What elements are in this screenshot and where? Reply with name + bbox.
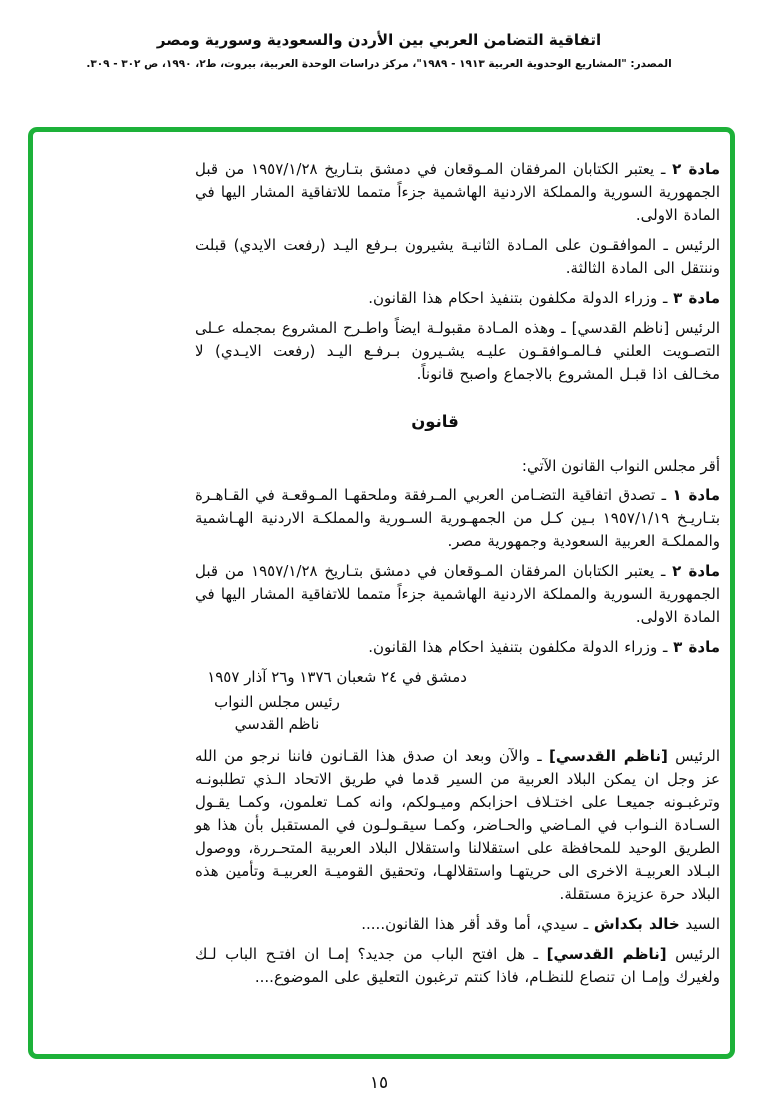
page-header [0,31,758,70]
paragraph-article-3 [195,287,720,310]
article-label: مادة ٣ [673,638,720,656]
date-line: دمشق في ٢٤ شعبان ١٣٧٦ و٢٦ آذار ١٩٥٧ [207,668,467,686]
article-label: مادة ١ [672,486,720,504]
law-article-1 [195,484,720,553]
paragraph-text: ـ تصدق اتفاقية التضـامن العربي المـرفقة وملحقهـا المـوقعـة في القـاهـرة بتـاريـخ ١٩٥٧/١/١٩ بـين كـل من الجمهـورية السـورية والمملكـة الاردنية الهـاشمية والمملكـة العربية السعودية وجمهورية مصر. [195,486,720,550]
speaker-prefix: السيد [679,915,720,933]
paragraph-text: ـ هل افتح الباب من جديد؟ إمـا ان افتـح الباب لـك ولغيرك وإمـا ان تنصاع للنظـام، فاذا كنتم ترغبون التعليق على الموضوع.... [195,945,720,986]
paragraph-text: الرئيس ـ الموافقـون على المـادة الثانيـة يشيرون بـرفع اليـد (رفعت الايدي) قبلت وننتقل الى المادة الثالثة. [195,236,720,277]
document-frame [28,127,735,1059]
paragraph-text: الرئيس [ناظم القدسي] ـ وهذه المـادة مقبولـة ايضاً واطـرح المشروع بمجمله عـلى التصـويت العلني فـالمـوافقـون عليـه يشـيرون بـرفـع اليـد (رفعت الايـدي) لا مخـالف اذا قبـل المشروع بالاجماع واصبح قانوناً. [195,319,720,383]
paragraph-text: ـ يعتبر الكتابان المرفقان المـوقعان في دمشق بتـاريخ ١٩٥٧/١/٢٨ من قبل الجمهورية السورية والمملكة الاردنية الهاشمية جزءاً متمما للاتفاقية المشار اليها في المادة الاولى. [195,160,720,224]
paragraph-text: ـ والآن وبعد ان صدق هذا القـانون فاننا نرجو من الله عز وجل ان يمكن البلاد العربية من السير قدما في طريق الاتحاد الـذي تطلبونـه وترغبـونه جميعـا على اختـلاف احزابكم وميـولكم، وانه كمـا تعلمون، وكمـا يقـول السـادة النـواب في المـاضي والحـاضر، وكمـا سيقـولـون في المستقبل بأن هذا هو الطريق الوحيد للمحافظة على استقلالنا واستقلال البلاد العربية المتحـررة، ووصول البـلاد العربيـة الاخرى الى حريتهـا واستقلالهـا، وتحقيق القوميـة العربيـة وتأمين هذه البلاد حرة عزيزة مستقلة. [195,747,720,903]
enactment-line: أقر مجلس النواب القانون الآتي: [521,457,720,475]
law-article-2 [195,560,720,629]
speaker-name: خالد بكداش [593,915,680,933]
closing-president-reply [195,943,720,989]
signature-block [202,691,352,735]
speaker-prefix: الرئيس [666,945,721,963]
closing-president-speech [195,745,720,906]
paragraph-text: ـ وزراء الدولة مكلفون بتنفيذ احكام هذا القانون. [368,638,674,656]
article-label: مادة ٣ [673,289,720,307]
law-heading: قانون [411,412,459,431]
signature-title: رئيس مجلس النواب [214,693,340,711]
page-number: ١٥ [369,1073,389,1093]
speaker-name: [ناظم القدسي] [548,747,668,765]
source-line: المصدر: "المشاريع الوحدوية العربية ١٩١٣ - ١٩٨٩"، مركز دراسات الوحدة العربية، بيروت، ط٢، ١٩٩٠، ص ٣٠٢ - ٣٠٩. [86,58,672,70]
paragraph-text: ـ وزراء الدولة مكلفون بتنفيذ احكام هذا القانون. [368,289,674,307]
article-label: مادة ٢ [672,160,720,178]
paragraph-article-2 [195,158,720,227]
page-title: اتفاقية التضامن العربي بين الأردن والسعودية وسورية ومصر [156,31,602,49]
paragraph-president-approval [195,317,720,386]
closing-bakdash-remark [195,913,720,936]
signature-name: ناظم القدسي [234,715,320,733]
paragraph-text: ـ يعتبر الكتابان المرفقان المـوقعان في دمشق بتـاريخ ١٩٥٧/١/٢٨ من قبل الجمهورية السورية والمملكة الاردنية الهاشمية جزءاً متمما للاتفاقية المشار اليها في المادة الاولى. [195,562,720,626]
law-article-3 [195,636,720,659]
paragraph-text: ـ سيدي، أما وقد أقر هذا القانون..... [361,915,594,933]
speaker-prefix: الرئيس [667,747,720,765]
paragraph-president-vote [195,234,720,280]
speaker-name: [ناظم القدسي] [546,945,667,963]
article-label: مادة ٢ [672,562,720,580]
